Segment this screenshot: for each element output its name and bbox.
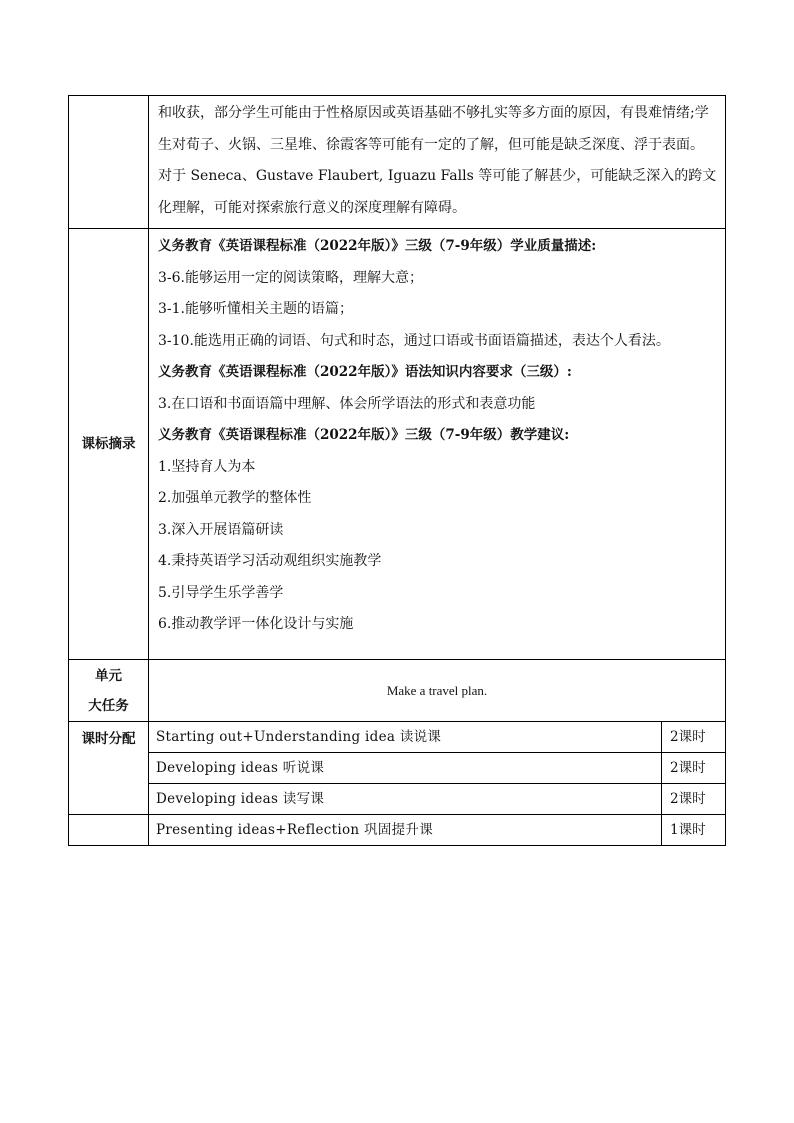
unit-task-label-line2: 大任务 bbox=[88, 697, 129, 714]
schedule-row bbox=[69, 753, 726, 784]
unit-task-row bbox=[69, 660, 726, 722]
learner-analysis-label-cell bbox=[69, 96, 149, 229]
teaching-heading: 义务教育《英语课程标准（2022年版）》三级（7-9年级）教学建议: bbox=[158, 427, 570, 443]
schedule-row bbox=[69, 722, 726, 753]
teaching-item: 1.坚持育人为本 bbox=[158, 458, 256, 475]
quality-heading: 义务教育《英语课程标准（2022年版）》三级（7-9年级）学业质量描述: bbox=[158, 238, 597, 254]
grammar-heading: 义务教育《英语课程标准（2022年版）》语法知识内容要求（三级）: bbox=[158, 364, 572, 380]
teaching-item: 4.秉持英语学习活动观组织实施教学 bbox=[158, 553, 382, 569]
schedule-label: 课时分配 bbox=[69, 722, 149, 815]
schedule-lesson: Developing ideas 听说课 bbox=[149, 753, 662, 784]
quality-item: 3-1.能够听懂相关主题的语篇； bbox=[158, 301, 353, 317]
schedule-hours: 2课时 bbox=[662, 784, 726, 815]
schedule-hours: 2课时 bbox=[662, 753, 726, 784]
unit-task-label bbox=[69, 660, 149, 722]
schedule-row bbox=[69, 815, 726, 846]
schedule-row bbox=[69, 784, 726, 815]
learner-analysis-row bbox=[69, 96, 726, 229]
learner-analysis-text: 和收获，部分学生可能由于性格原因或英语基础不够扎实等多方面的原因，有畏难情绪;学生对荀子、火锅、三星堆、徐霞客等可能有一定的了解，但可能是缺乏深度、浮于表面。对于 Seneca、Gustave Flaubert, Iguazu Falls 等可能了解甚少，可能缺乏深入的跨文化理解，可能对探索旅行意义的深度理解有障碍。 bbox=[158, 105, 717, 216]
grammar-item: 3.在口语和书面语篇中理解、体会所学语法的形式和表意功能 bbox=[158, 395, 536, 412]
standards-cell bbox=[149, 229, 726, 660]
learner-analysis-cell bbox=[149, 96, 726, 229]
teaching-item: 3.深入开展语篇研读 bbox=[158, 521, 284, 538]
unit-task-text: Make a travel plan. bbox=[149, 660, 726, 722]
teaching-item: 6.推动教学评一体化设计与实施 bbox=[158, 616, 354, 632]
schedule-hours: 1课时 bbox=[662, 815, 726, 846]
standards-label: 课标摘录 bbox=[69, 229, 149, 660]
standards-row bbox=[69, 229, 726, 660]
schedule-label-filler bbox=[69, 815, 149, 846]
schedule-lesson: Starting out+Understanding idea 读说课 bbox=[149, 722, 662, 753]
teaching-item: 2.加强单元教学的整体性 bbox=[158, 490, 312, 506]
quality-item: 3-10.能选用正确的词语、句式和时态，通过口语或书面语篇描述，表达个人看法。 bbox=[158, 332, 670, 349]
schedule-lesson: Developing ideas 读写课 bbox=[149, 784, 662, 815]
schedule-lesson: Presenting ideas+Reflection 巩固提升课 bbox=[149, 815, 662, 846]
schedule-hours: 2课时 bbox=[662, 722, 726, 753]
lesson-plan-table bbox=[68, 95, 726, 846]
teaching-item: 5.引导学生乐学善学 bbox=[158, 584, 284, 601]
unit-task-label-line1: 单元 bbox=[95, 667, 122, 684]
quality-item: 3-6.能够运用一定的阅读策略，理解大意； bbox=[158, 269, 423, 286]
